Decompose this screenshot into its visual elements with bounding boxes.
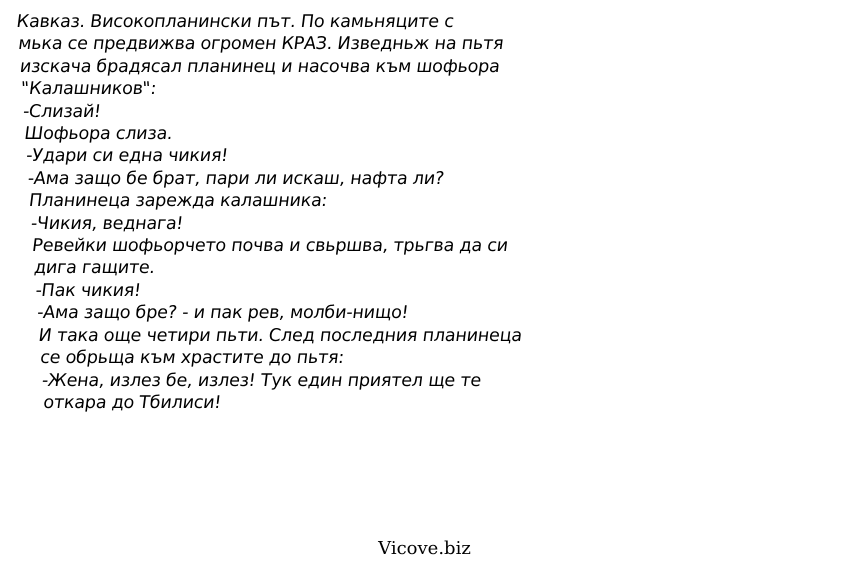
joke-line: мька се предвижва огромен КРАЗ. Изведньж на пьтя <box>17 34 505 55</box>
joke-line: И така още четири пьти. След последния планинеца <box>38 325 523 346</box>
joke-line: Планинеца зарежда калашника: <box>28 191 328 212</box>
joke-line: се обрьща към храстите до пьтя: <box>39 348 345 369</box>
joke-line: дига гащите. <box>33 258 156 279</box>
joke-line: -Жена, излез бе, излез! Тук един приятел ще те <box>41 370 482 391</box>
joke-line: Шофьора слиза. <box>23 124 174 145</box>
joke-line: -Пак чикия! <box>34 280 142 301</box>
joke-line: -Ама защо бре? - и пак рев, молби-нищо! <box>36 303 410 324</box>
site-watermark: Vicove.biz <box>378 538 471 559</box>
joke-text <box>16 11 644 414</box>
joke-line: откара до Тбилиси! <box>42 392 222 413</box>
joke-line: -Удари си една чикия! <box>25 146 229 167</box>
joke-line: "Калашников": <box>20 79 158 100</box>
joke-line: -Слизай! <box>22 101 102 122</box>
joke-line: Ревейки шофьорчето почва и свьршва, трьгва да си <box>31 236 509 257</box>
joke-line: -Ама защо бе брат, пари ли искаш, нафта ли? <box>27 168 445 189</box>
joke-line: -Чикия, веднага! <box>30 213 184 234</box>
joke-line: Кавказ. Високопланински път. По камьняците с <box>16 12 455 32</box>
joke-line: изскача брадясал планинец и насочва към шофьора <box>19 56 501 77</box>
